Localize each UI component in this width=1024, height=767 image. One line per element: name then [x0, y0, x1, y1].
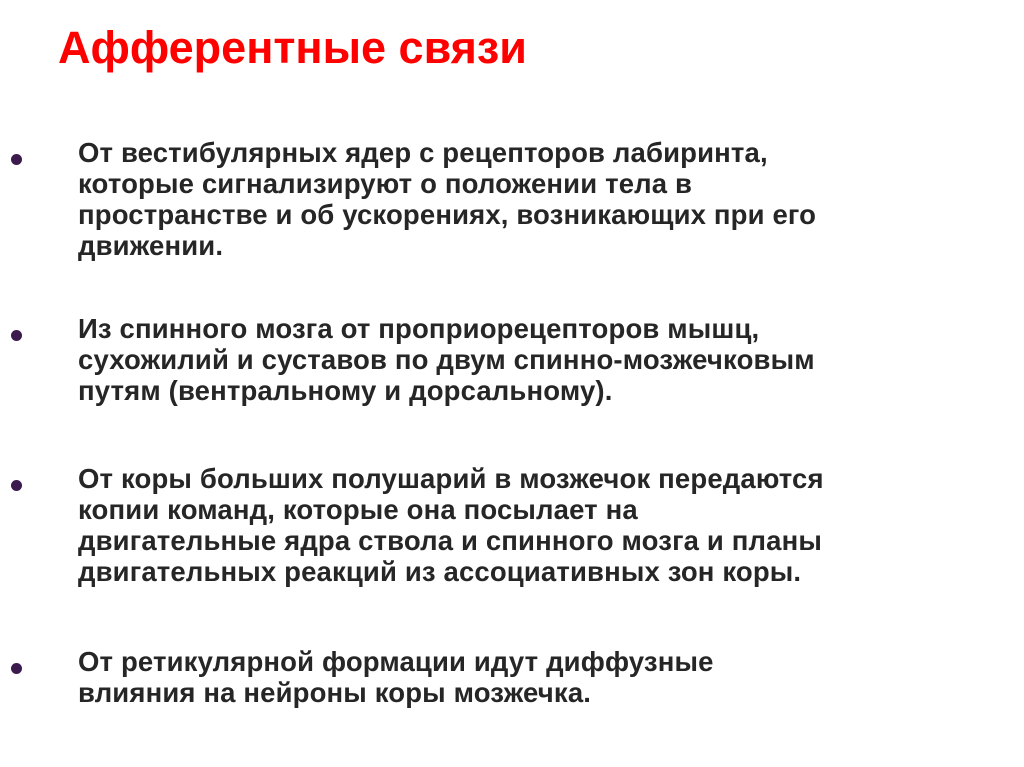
- slide-title: Афферентные связи: [58, 22, 527, 73]
- bullet-line: влияния на нейроны коры мозжечка.: [78, 677, 592, 708]
- bullet-dot-icon: [11, 480, 22, 491]
- bullet-line: От ретикулярной формации идут диффузные: [78, 646, 714, 677]
- bullet-text: [78, 313, 1008, 406]
- bullet-line: движении.: [78, 230, 224, 261]
- bullet-line: сухожилий и суставов по двум спинно-мозжечковым: [78, 344, 815, 375]
- bullet-line: копии команд, которые она посылает на: [78, 494, 638, 525]
- bullet-dot-icon: [11, 330, 22, 341]
- bullet-text: [78, 646, 1008, 708]
- bullet-line: двигательные ядра ствола и спинного мозга и планы: [78, 525, 822, 556]
- bullet-line: которые сигнализируют о положении тела в: [78, 168, 693, 199]
- bullet-line: Из спинного мозга от проприорецепторов мышц,: [78, 313, 760, 344]
- bullet-line: пространстве и об ускорениях, возникающих при его: [78, 199, 817, 230]
- bullet-text: [78, 137, 1008, 261]
- bullet-line: От коры больших полушарий в мозжечок передаются: [78, 463, 824, 494]
- bullet-line: путям (вентральному и дорсальному).: [78, 375, 613, 406]
- bullet-line: двигательных реакций из ассоциативных зон коры.: [78, 556, 802, 587]
- bullet-text: [78, 463, 1008, 587]
- bullet-dot-icon: [11, 154, 22, 165]
- bullet-line: От вестибулярных ядер с рецепторов лабиринта,: [78, 137, 768, 168]
- bullet-dot-icon: [11, 663, 22, 674]
